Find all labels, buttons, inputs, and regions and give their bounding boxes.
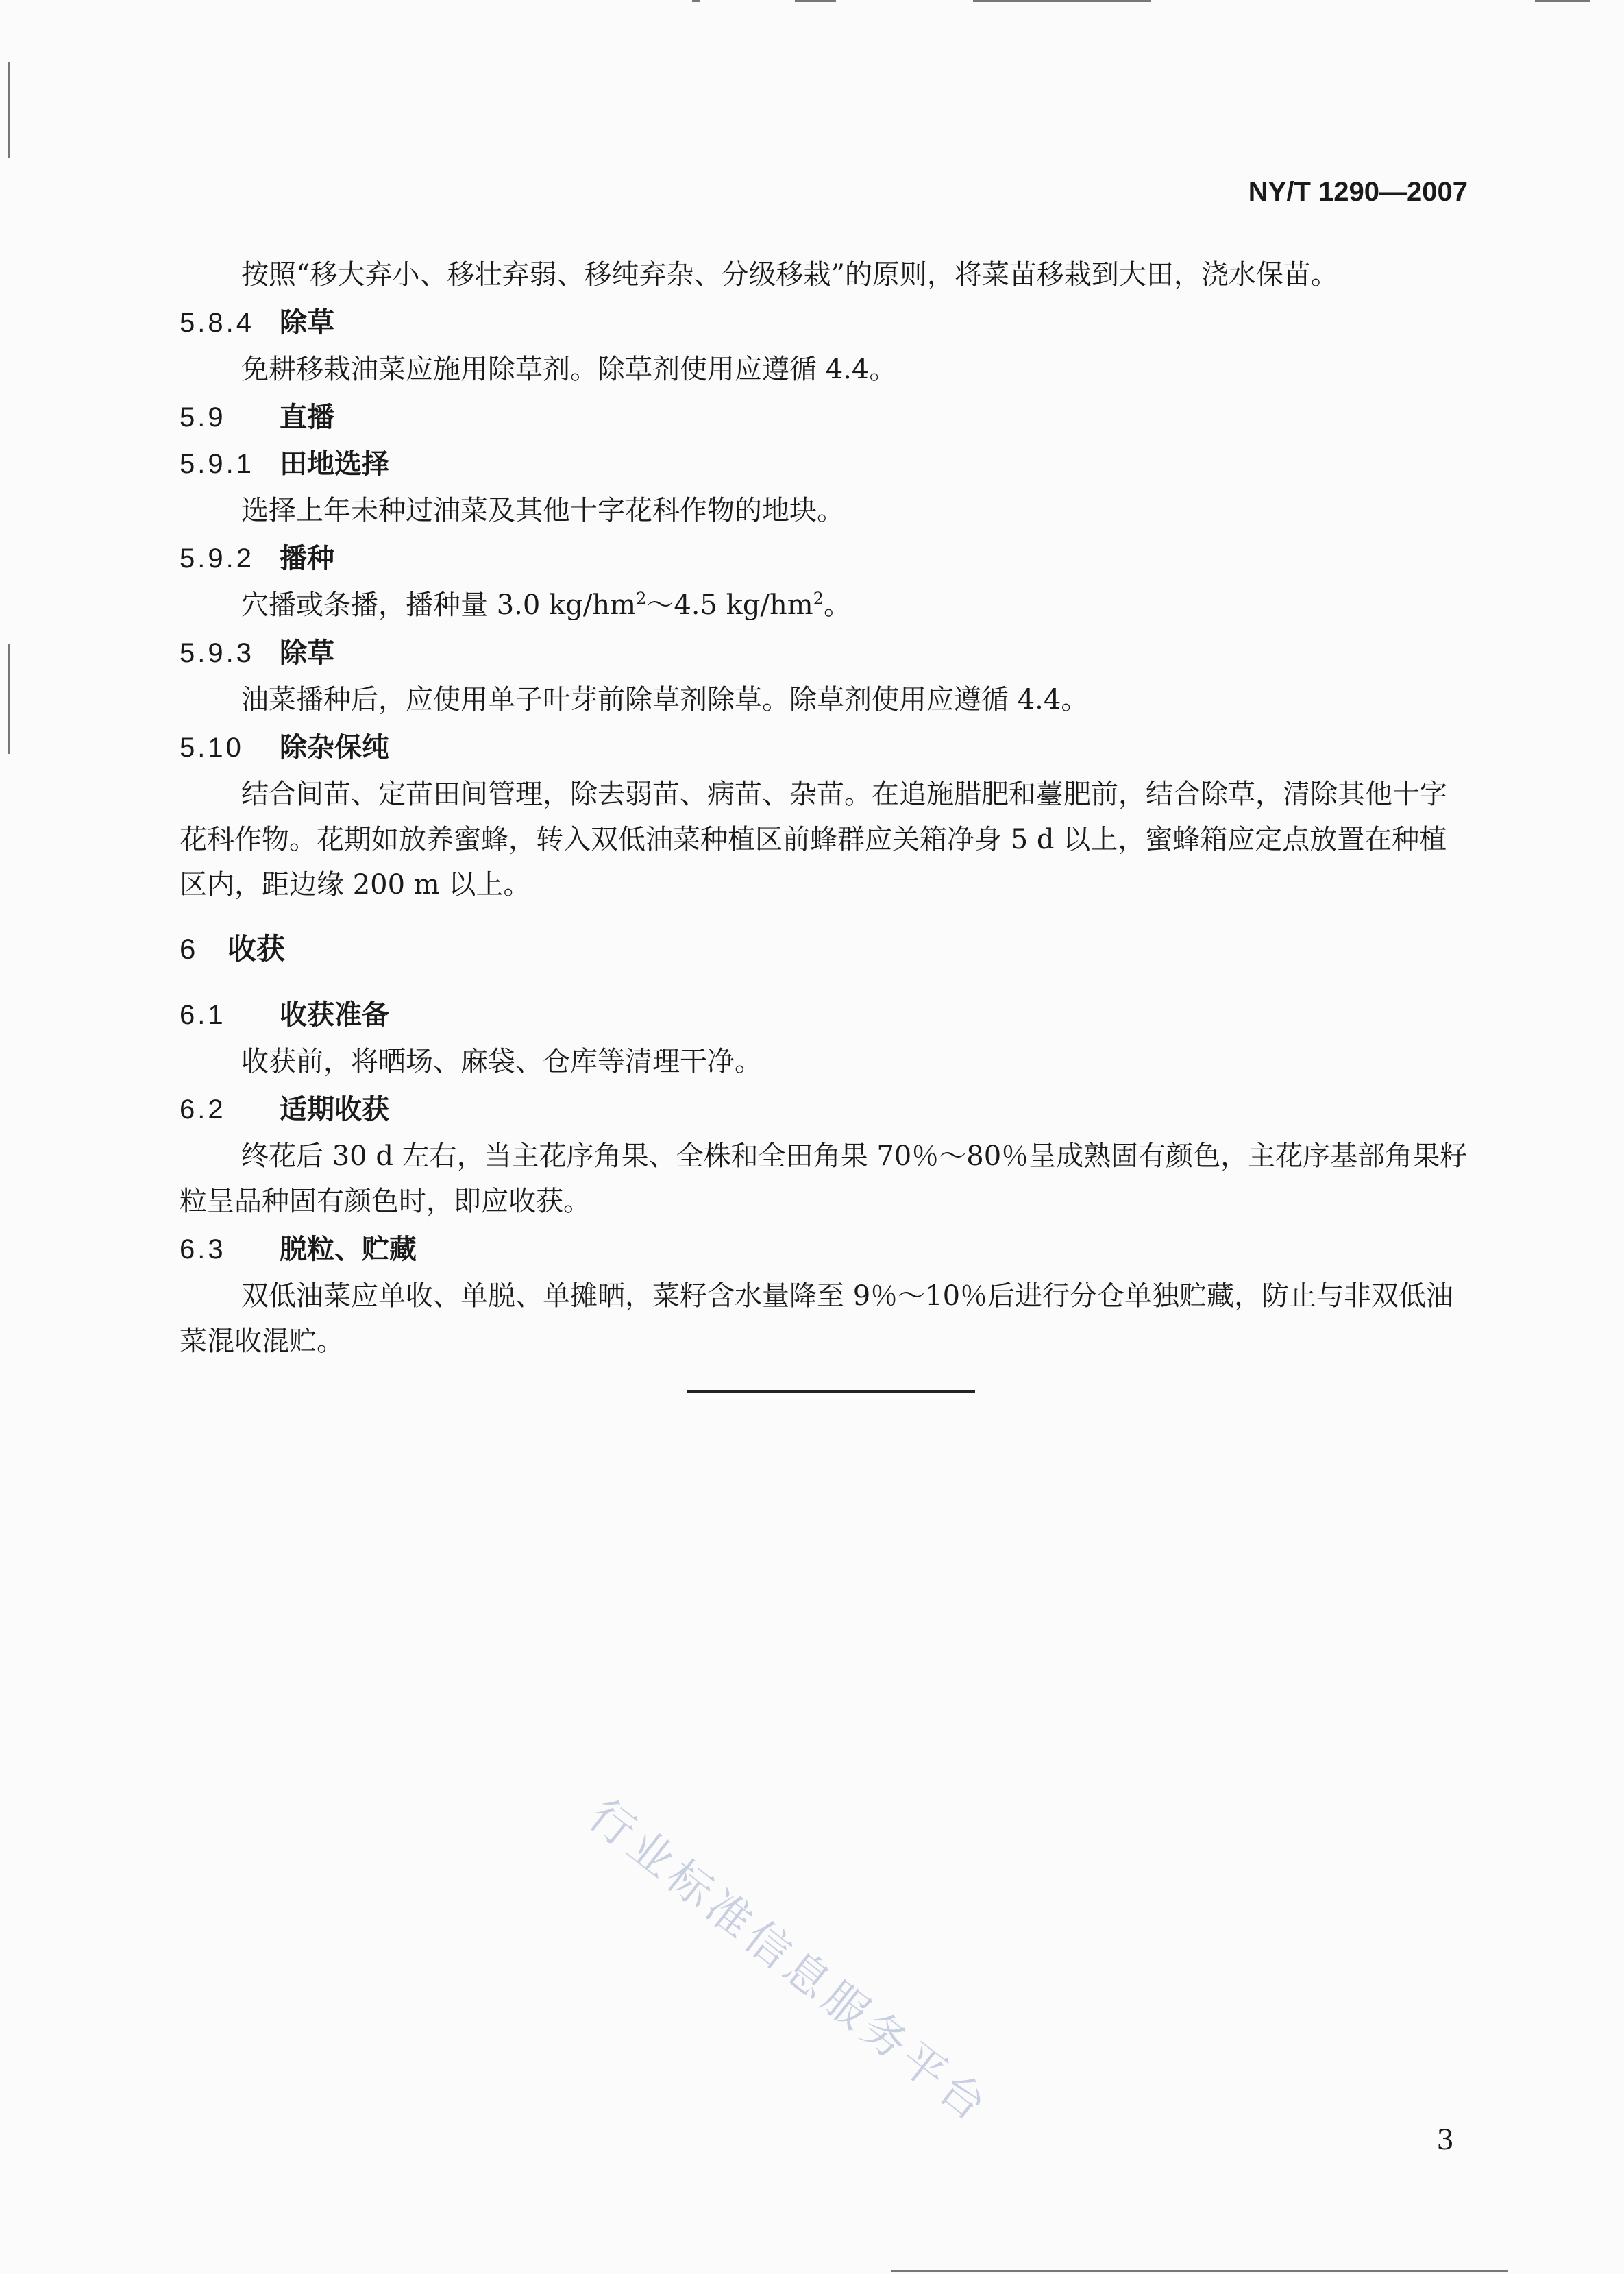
- paragraph-5-10: 结合间苗、定苗田间管理，除去弱苗、病苗、杂苗。在追施腊肥和薹肥前，结合除草，清除其他十字花科作物。花期如放养蜜蜂，转入双低油菜种植区前蜂群应关箱净身 5 d 以上，蜜蜂箱应定点放置在种植区内，距边缘 200 m 以上。: [180, 779, 1447, 901]
- section-title: 除草: [280, 637, 334, 669]
- section-number: 6.1: [180, 1000, 226, 1030]
- section-title: 播种: [280, 543, 334, 574]
- heading-6: [180, 925, 1468, 973]
- superscript: 2: [813, 589, 824, 609]
- chapter-number: 6: [180, 933, 196, 965]
- heading-5-8-4: [180, 302, 1468, 344]
- scan-mark: [8, 62, 10, 158]
- scan-mark: [891, 2270, 1508, 2272]
- section-number: 5.9.2: [180, 543, 254, 574]
- paragraph-transplant: 按照“移大弃小、移壮弃弱、移纯弃杂、分级移栽”的原则，将菜苗移栽到大田，浇水保苗。: [241, 259, 1338, 291]
- section-title: 田地选择: [280, 448, 389, 480]
- paragraph-6-2: 终花后 30 d 左右，当主花序角果、全株和全田角果 70％～80％呈成熟固有颜色，主花序基部角果籽粒呈品种固有颜色时，即应收获。: [180, 1140, 1468, 1217]
- paragraph-5-8-4: 免耕移栽油菜应施用除草剂。除草剂使用应遵循 4.4。: [241, 354, 897, 385]
- scan-mark: [973, 0, 1151, 2]
- seeding-rate-text: 穴播或条播，播种量 3.0 kg/hm: [241, 589, 637, 621]
- section-number: 5.9: [180, 402, 226, 432]
- document-body: [180, 252, 1468, 1368]
- heading-5-9-3: [180, 632, 1468, 674]
- page-number: 3: [1436, 2125, 1454, 2156]
- heading-5-10: [180, 726, 1468, 769]
- paragraph-6-1: 收获前，将晒场、麻袋、仓库等清理干净。: [241, 1046, 762, 1077]
- paragraph-5-9-1: 选择上年未种过油菜及其他十字花科作物的地块。: [241, 495, 844, 526]
- end-rule: [687, 1390, 975, 1393]
- paragraph-5-9-2: [180, 583, 1468, 628]
- section-number: 5.8.4: [180, 308, 254, 338]
- chapter-title: 收获: [227, 932, 286, 966]
- heading-5-9-2: [180, 537, 1468, 580]
- section-title: 除草: [280, 307, 334, 339]
- punctuation: 。: [823, 589, 851, 621]
- section-title: 直播: [280, 402, 334, 433]
- section-number: 5.10: [180, 733, 244, 763]
- section-title: 脱粒、贮藏: [280, 1234, 417, 1265]
- section-title: 收获准备: [280, 999, 389, 1031]
- section-number: 6.3: [180, 1234, 226, 1264]
- scan-mark: [692, 0, 700, 2]
- watermark: 行业标准信息服务平台: [579, 1789, 1000, 2134]
- section-number: 5.9.1: [180, 449, 254, 479]
- paragraph-5-9-3: 油菜播种后，应使用单子叶芽前除草剂除草。除草剂使用应遵循 4.4。: [241, 684, 1089, 716]
- superscript: 2: [636, 589, 647, 609]
- section-number: 6.2: [180, 1095, 226, 1125]
- heading-5-9: [180, 396, 1468, 439]
- heading-6-2: [180, 1088, 1468, 1131]
- paragraph-6-3: 双低油菜应单收、单脱、单摊晒，菜籽含水量降至 9％～10％后进行分仓单独贮藏，防止与非双低油菜混收混贮。: [180, 1280, 1454, 1357]
- section-number: 5.9.3: [180, 638, 254, 668]
- scan-mark: [1535, 0, 1590, 2]
- heading-5-9-1: [180, 443, 1468, 485]
- standard-code: NY/T 1290—2007: [1248, 177, 1468, 207]
- seeding-rate-text: ～4.5 kg/hm: [646, 589, 813, 621]
- scan-mark: [795, 0, 836, 2]
- heading-6-1: [180, 994, 1468, 1036]
- heading-6-3: [180, 1228, 1468, 1271]
- section-title: 除杂保纯: [280, 732, 389, 763]
- section-title: 适期收获: [280, 1094, 389, 1125]
- scan-mark: [8, 644, 10, 754]
